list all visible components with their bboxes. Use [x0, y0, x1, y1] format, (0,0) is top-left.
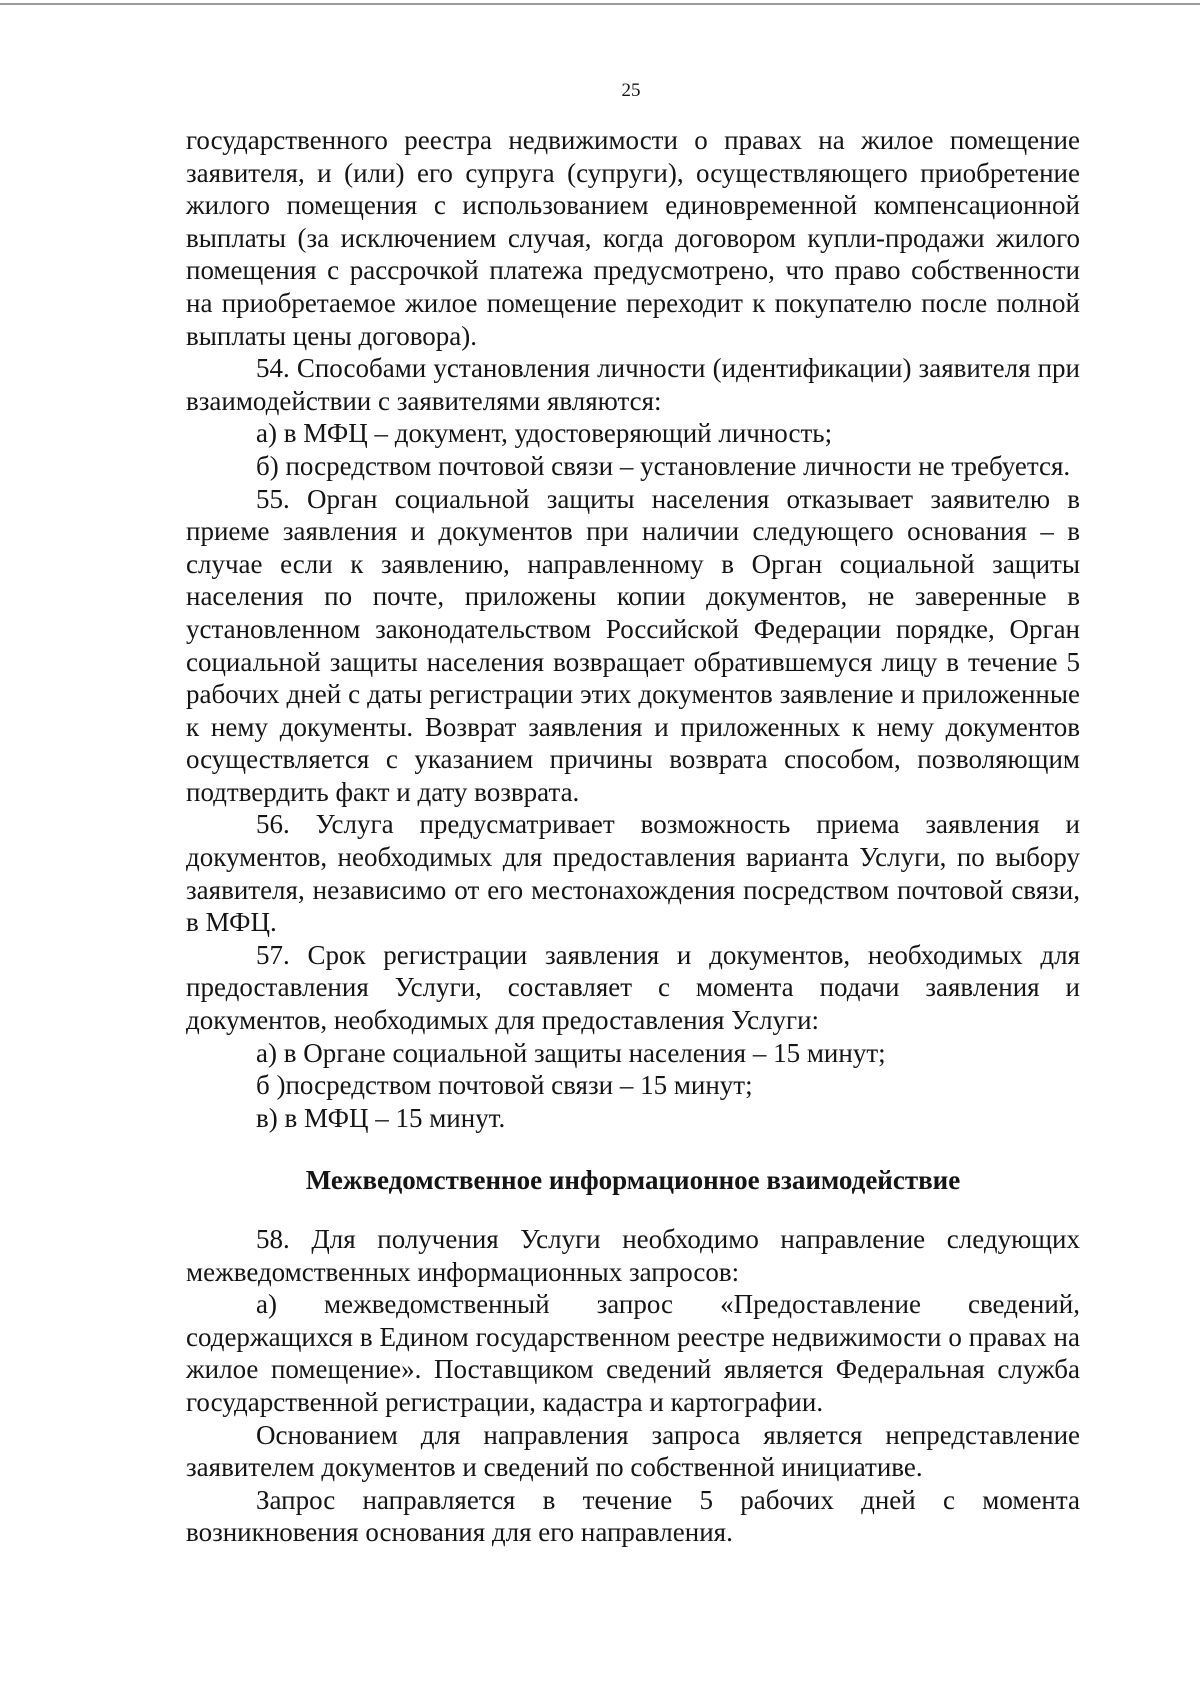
paragraph-57: 57. Срок регистрации заявления и документов, необходимых для предоставления Услуги, составляет с момента подачи заявления и документов, необходимых для предоставления Услуги: — [186, 939, 1080, 1036]
paragraph-54-item-b: б) посредством почтовой связи – установление личности не требуется. — [256, 450, 1071, 481]
paragraph-56: 56. Услуга предусматривает возможность приема заявления и документов, необходимых для предоставления варианта Услуги, по выбору заявителя, независимо от его местонахождения посредством почтовой связи, в МФЦ. — [186, 809, 1080, 938]
paragraph-continuation: государственного реестра недвижимости о правах на жилое помещение заявителя, и (или) его супруга (супруги), осуществляющего приобретение жилого помещения с использованием единовременной компенсационной выплаты (за исключением случая, когда договором купли-продажи жилого помещения с рассрочкой платежа предусмотрено, что право собственности на приобретаемое жилое помещение переходит к покупателю после полной выплаты цены договора). — [186, 125, 1080, 351]
document-body — [186, 124, 1080, 1549]
paragraph-request-timing: Запрос направляется в течение 5 рабочих дней с момента возникновения основания для его направления. — [186, 1484, 1080, 1548]
paragraph-request-basis: Основанием для направления запроса является непредставление заявителем документов и сведений по собственной инициативе. — [186, 1419, 1080, 1483]
paragraph-58-item-a: а) межведомственный запрос «Предоставление сведений, содержащихся в Едином государственном реестре недвижимости о правах на жилое помещение». Поставщиком сведений является Федеральная служба государственной регистрации, кадастра и картографии. — [186, 1289, 1080, 1417]
page-number: 25 — [621, 80, 641, 101]
scan-top-edge — [0, 3, 1200, 5]
paragraph-57-item-c: в) в МФЦ – 15 минут. — [256, 1102, 506, 1133]
paragraph-57-item-b: б )посредством почтовой связи – 15 минут; — [256, 1070, 753, 1101]
paragraph-58: 58. Для получения Услуги необходимо направление следующих межведомственных информационных запросов: — [186, 1224, 1080, 1287]
paragraph-55: 55. Орган социальной защиты населения отказывает заявителю в приеме заявления и документов при наличии следующего основания – в случае если к заявлению, направленному в Орган социальной защиты населения по почте, приложены копии документов, не заверенные в установленном законодательством Российской Федерации порядке, Орган социальной защиты населения возвращает обратившемуся лицу в течение 5 рабочих дней с даты регистрации этих документов заявление и приложенные к нему документы. Возврат заявления и приложенных к нему документов осуществляется с указанием причины возврата способом, позволяющим подтвердить факт и дату возврата. — [186, 483, 1080, 807]
section-title: Межведомственное информационное взаимодействие — [305, 1165, 961, 1196]
paragraph-54-item-a: а) в МФЦ – документ, удостоверяющий личность; — [256, 418, 833, 449]
paragraph-57-item-a: а) в Органе социальной защиты населения – 15 минут; — [256, 1037, 886, 1068]
paragraph-54: 54. Способами установления личности (идентификации) заявителя при взаимодействии с заявителями являются: — [186, 353, 1080, 416]
